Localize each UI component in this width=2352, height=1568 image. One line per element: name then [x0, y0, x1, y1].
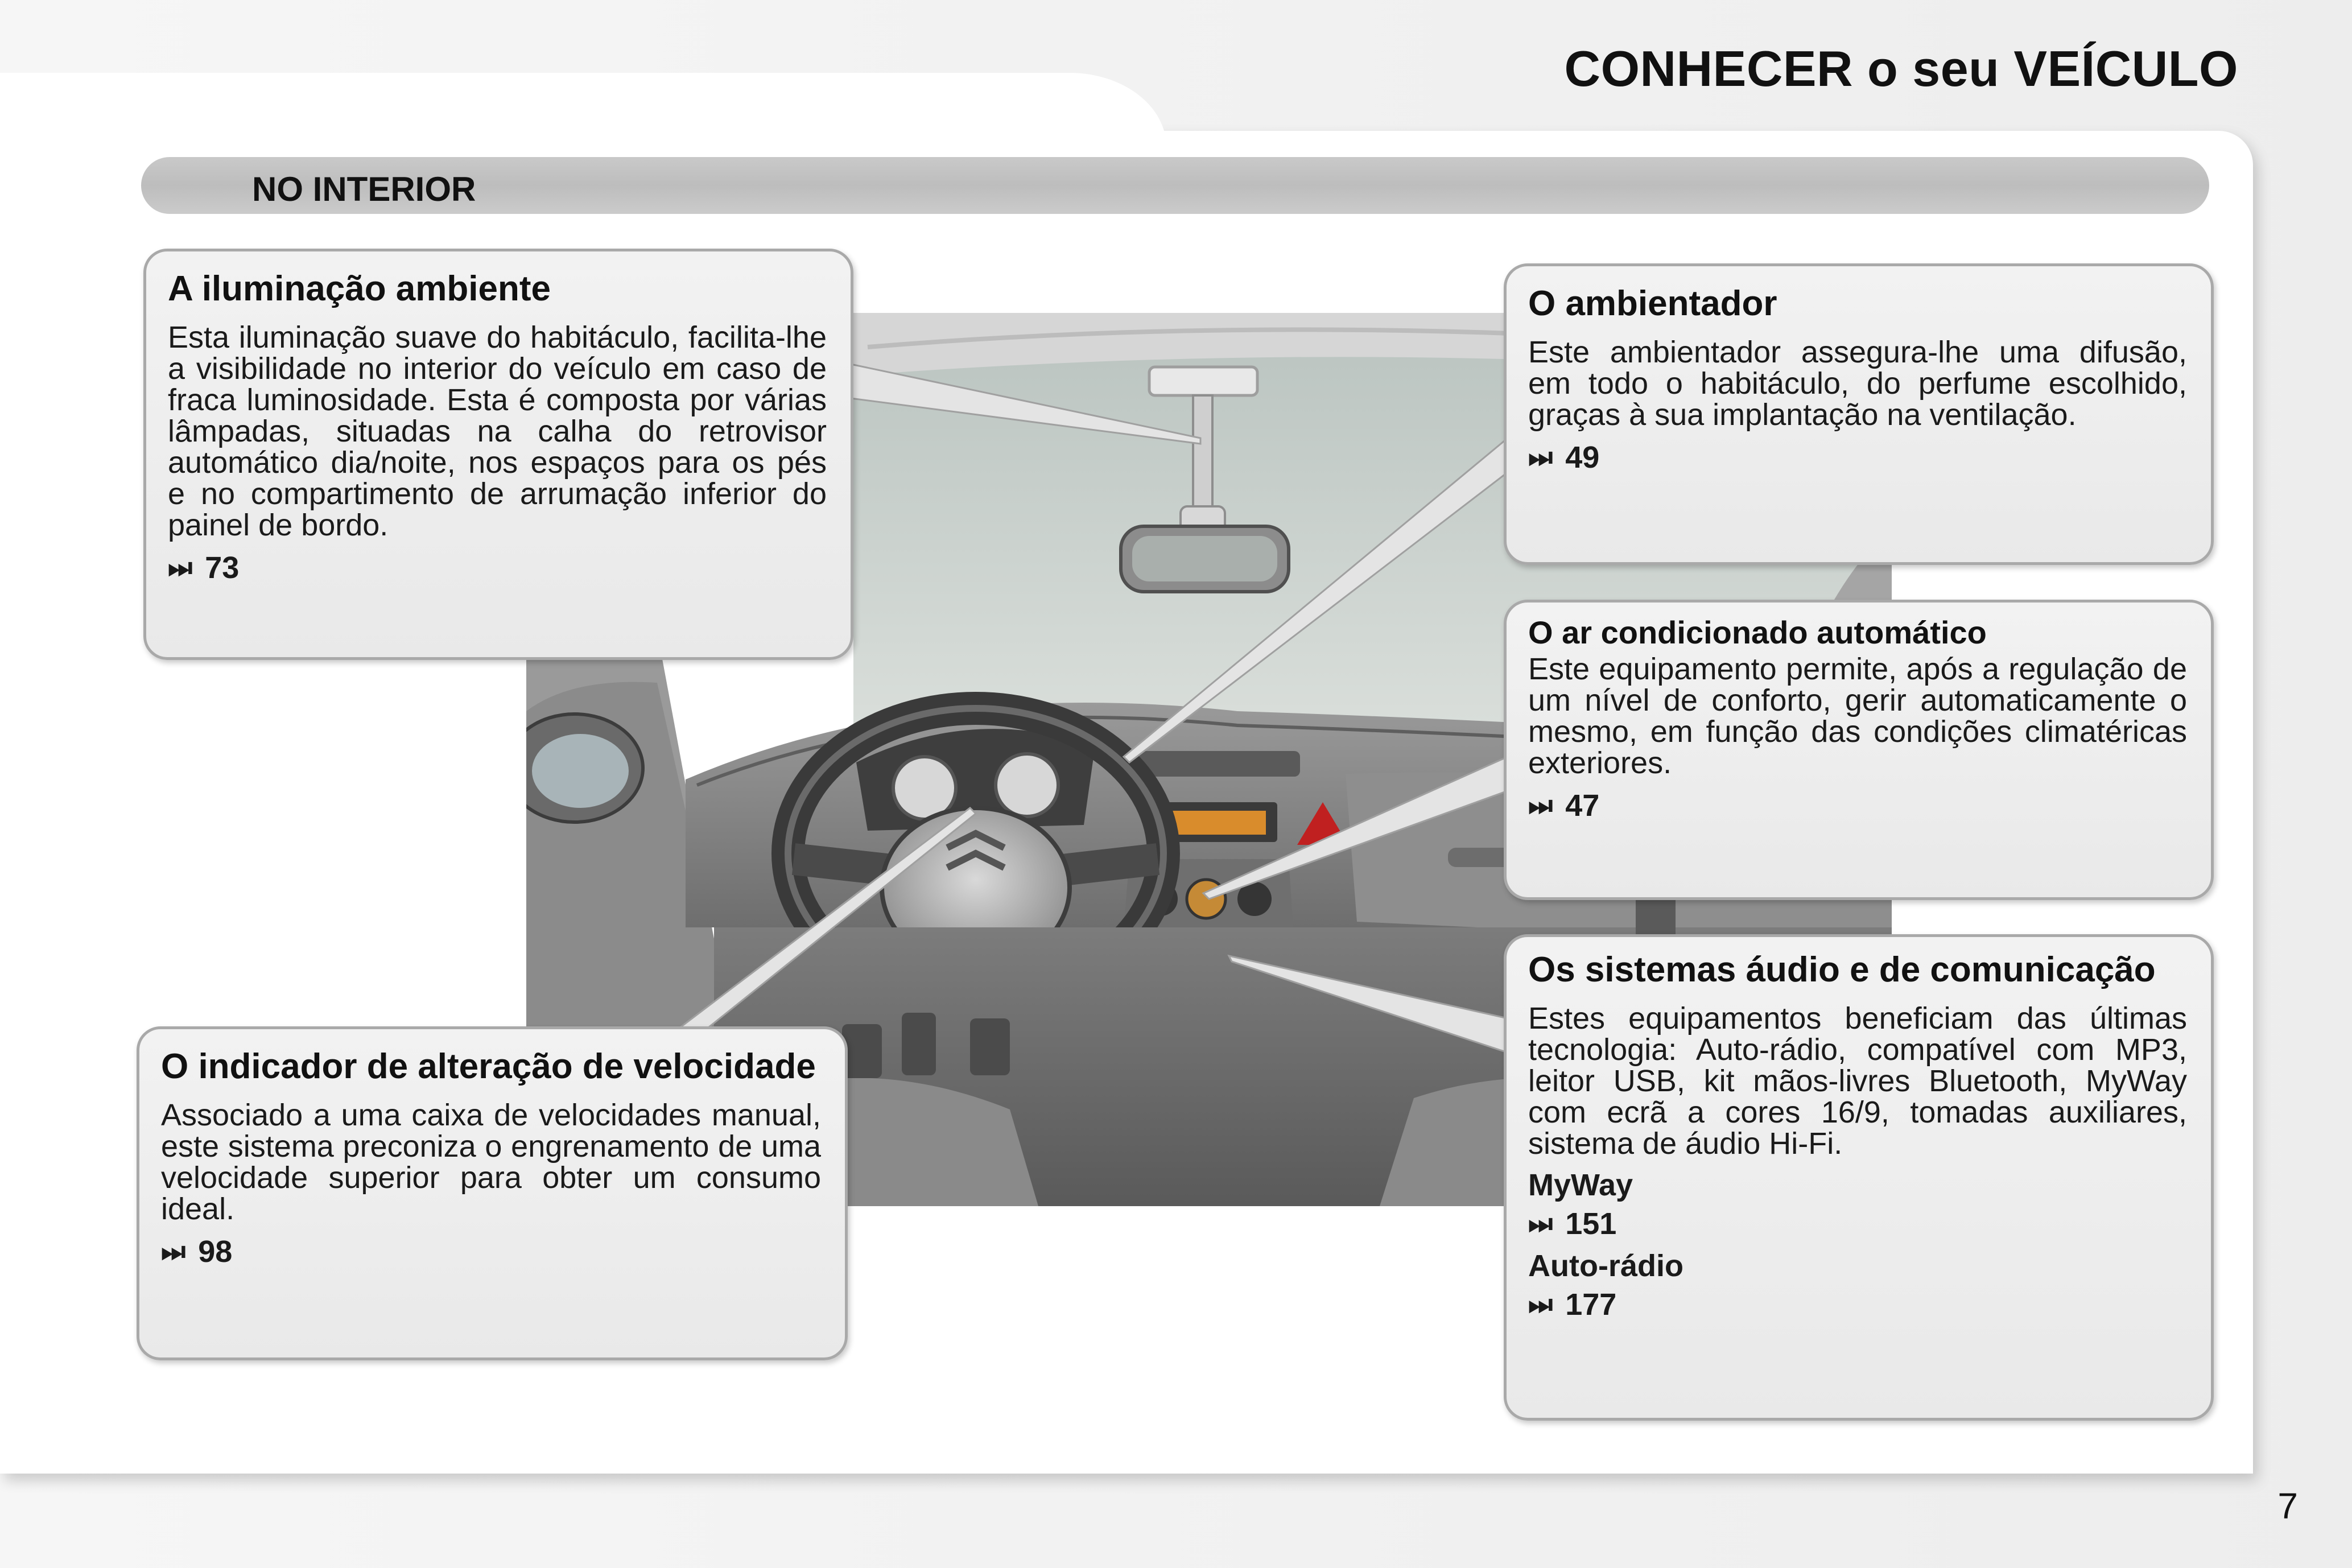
- page-reference[interactable]: [1528, 1207, 2187, 1240]
- page-reference[interactable]: [1528, 441, 2187, 474]
- page-reference-icon: ⏭: [168, 552, 193, 584]
- callout-text: Este equipamento permite, após a regulação de um nível de conforto, gerir automaticamente o mesmo, em função das condições climatéricas exteriores.: [1528, 652, 2187, 780]
- page-reference[interactable]: [168, 551, 827, 584]
- reference-page-number: 177: [1565, 1288, 1617, 1322]
- callout-text: Estes equipamentos beneficiam das últimas tecnologia: Auto-rádio, compatível com MP3, leitor USB, kit mãos-livres Bluetooth, MyWay com ecrã a cores 16/9, tomadas auxiliares, sistema de áudio Hi-Fi.: [1528, 1001, 2187, 1161]
- callout-air-freshener: [1504, 263, 2214, 565]
- callout-text: Associado a uma caixa de velocidades manual, este sistema preconiza o engrenamento de uma velocidade superior para obter um consumo ideal.: [161, 1098, 821, 1226]
- section-title: NO INTERIOR: [252, 170, 476, 208]
- panel-tab: [0, 73, 1166, 147]
- page-reference[interactable]: [161, 1235, 821, 1268]
- page-number: 7: [2277, 1486, 2298, 1526]
- reference-page-number: 47: [1565, 789, 1600, 823]
- callout-title: O ar condicionado automático: [1528, 614, 1987, 650]
- subsection-myway-label: MyWay: [1528, 1168, 1633, 1202]
- callout-text: Esta iluminação suave do habitáculo, facilita-lhe a visibilidade no interior do veículo em caso de fraca luminosidade. Esta é composta por várias lâmpadas, situadas na calha do retrovisor automático dia/noite, nos espaços para os pés e no compartimento de arrumação inferior do painel de bordo.: [168, 320, 827, 542]
- callout-title: O ambientador: [1528, 284, 1777, 323]
- subsection-autoradio-label: Auto-rádio: [1528, 1249, 1683, 1283]
- page-reference-icon: ⏭: [1528, 1208, 1553, 1240]
- reference-page-number: 98: [198, 1235, 233, 1269]
- reference-page-number: 73: [205, 551, 240, 585]
- page-reference-icon: ⏭: [1528, 790, 1553, 822]
- page-reference[interactable]: [1528, 1288, 2187, 1321]
- callout-gear-indicator: [137, 1026, 848, 1360]
- reference-page-number: 49: [1565, 440, 1600, 474]
- page-title: CONHECER o seu VEÍCULO: [1564, 40, 2238, 97]
- callout-title: A iluminação ambiente: [168, 269, 551, 308]
- callout-audio-systems: [1504, 934, 2214, 1421]
- page-reference-icon: ⏭: [1528, 441, 1553, 473]
- callout-ambient-lighting: [143, 249, 853, 660]
- page-reference[interactable]: [1528, 789, 2187, 822]
- reference-page-number: 151: [1565, 1207, 1617, 1241]
- callout-title: Os sistemas áudio e de comunicação: [1528, 950, 2156, 989]
- page-reference-icon: ⏭: [161, 1236, 186, 1268]
- page-reference-icon: ⏭: [1528, 1289, 1553, 1321]
- callout-title: O indicador de alteração de velocidade: [161, 1047, 816, 1086]
- callout-automatic-climate: [1504, 600, 2214, 900]
- section-header-bar: [141, 157, 2209, 214]
- callout-text: Este ambientador assegura-lhe uma difusão, em todo o habitáculo, do perfume escolhido, graças à sua implantação na ventilação.: [1528, 335, 2187, 432]
